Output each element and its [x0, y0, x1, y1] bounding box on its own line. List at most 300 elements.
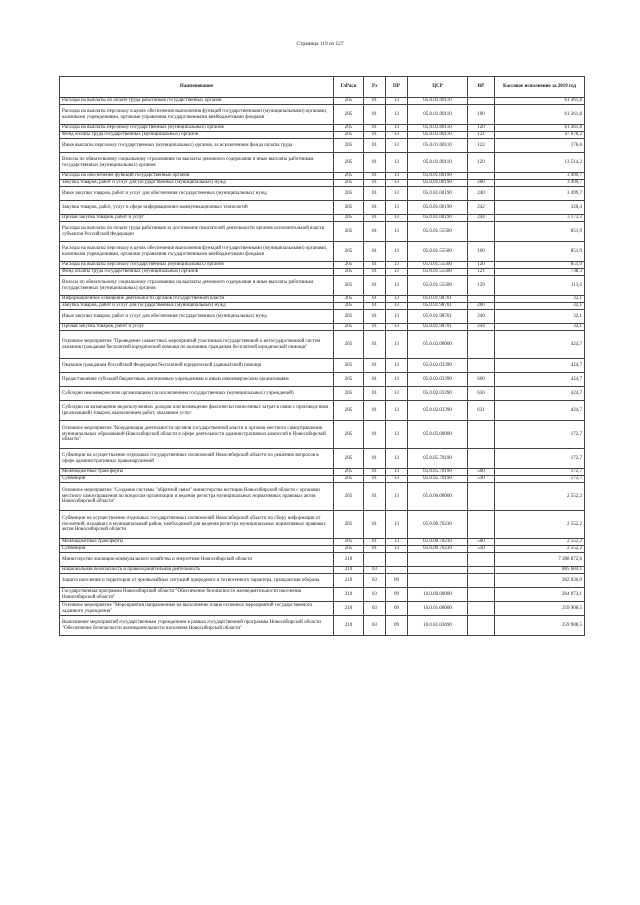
table-row — [60, 511, 585, 539]
cell-vr — [468, 511, 495, 539]
cell-name: Основное мероприятие "Мероприятия направленные на выполнение плана основных мероприятий государственного заданного учреждения" — [60, 602, 334, 616]
cell-amount: 3 499,7 — [495, 180, 585, 187]
cell-amount: 851,9 — [495, 222, 585, 242]
cell-vr: 631 — [468, 401, 495, 421]
table-row — [60, 222, 585, 242]
cell-amount: 47 670,2 — [495, 132, 585, 139]
cell-pr: 13 — [386, 139, 408, 153]
col-header-vr: ВР — [468, 77, 495, 98]
cell-csr: 05.0.01.55500 — [408, 242, 468, 262]
table-row — [60, 173, 585, 180]
cell-amount: 13 514,2 — [495, 153, 585, 173]
cell-grp: 205 — [334, 310, 364, 324]
cell-vr: 240 — [468, 310, 495, 324]
cell-rz: 01 — [364, 173, 386, 180]
table-row — [60, 616, 585, 636]
cell-name: Расходы на выплаты персоналу государственных (муниципальных) органов — [60, 125, 334, 132]
table-row — [60, 421, 585, 449]
cell-grp: 210 — [334, 588, 364, 602]
table-row — [60, 125, 585, 132]
cell-amount: 32,1 — [495, 303, 585, 310]
cell-name: Субвенции — [60, 476, 334, 483]
cell-name: Субсидии некоммерческим организациям (за исключением государственных (муниципальных) учреждений) — [60, 387, 334, 401]
cell-rz: 01 — [364, 201, 386, 215]
cell-csr: 05.0.06.70230 — [408, 539, 468, 546]
table-row — [60, 201, 585, 215]
cell-pr: 13 — [386, 132, 408, 139]
page-number-header: Страница 119 из 127 — [296, 41, 344, 47]
cell-csr: 05.0.01.55500 — [408, 222, 468, 242]
cell-name: Выполнение мероприятий государственным учреждением в рамках государственной программы Новосибирской области "Обеспечение безопасности жизнедеятельности населения Новосибирской области" — [60, 616, 334, 636]
cell-amount: 172,7 — [495, 421, 585, 449]
cell-vr: 200 — [468, 303, 495, 310]
cell-vr: 500 — [468, 469, 495, 476]
table-row — [60, 303, 585, 310]
cell-pr: 13 — [386, 483, 408, 511]
cell-name: Расходы на выплаты персоналу в целях обеспечения выполнения функций государственными (муниципальными) органами, казенными учреждениями, органами управления государственными внебюджетными фондами — [60, 242, 334, 262]
cell-vr: 122 — [468, 139, 495, 153]
cell-grp: 210 — [334, 553, 364, 567]
cell-name: Государственная программа Новосибирской области "Обеспечение безопасности жизнедеятельности населения Новосибирской области" — [60, 588, 334, 602]
cell-grp: 205 — [334, 139, 364, 153]
col-header-name: Наименование — [60, 77, 334, 98]
cell-grp: 205 — [334, 546, 364, 553]
cell-grp: 205 — [334, 242, 364, 262]
cell-amount: 259 908,5 — [495, 616, 585, 636]
cell-name: Министерство жилищно-коммунального хозяйства и энергетики Новосибирской области — [60, 553, 334, 567]
cell-amount: 326,4 — [495, 201, 585, 215]
cell-rz: 01 — [364, 331, 386, 359]
cell-amount: 172,7 — [495, 469, 585, 476]
cell-amount: 2 552,2 — [495, 483, 585, 511]
cell-amount: 424,7 — [495, 359, 585, 373]
cell-pr: 13 — [386, 262, 408, 269]
cell-vr — [468, 553, 495, 567]
cell-grp: 205 — [334, 173, 364, 180]
cell-csr: 05.0.06.70230 — [408, 546, 468, 553]
cell-rz: 03 — [364, 588, 386, 602]
cell-grp: 210 — [334, 574, 364, 588]
cell-grp: 205 — [334, 180, 364, 187]
cell-amount: 259 908,5 — [495, 602, 585, 616]
cell-rz: 01 — [364, 483, 386, 511]
cell-pr: 13 — [386, 201, 408, 215]
cell-rz: 03 — [364, 602, 386, 616]
cell-grp: 205 — [334, 187, 364, 201]
table-header-row — [60, 77, 585, 98]
cell-pr: 13 — [386, 469, 408, 476]
table-row — [60, 401, 585, 421]
cell-pr: 13 — [386, 173, 408, 180]
cell-grp: 205 — [334, 125, 364, 132]
cell-rz: 01 — [364, 125, 386, 132]
cell-vr: 129 — [468, 276, 495, 296]
cell-amount: 2 552,2 — [495, 546, 585, 553]
cell-csr: 05.0.05.70190 — [408, 469, 468, 476]
cell-pr: 09 — [386, 588, 408, 602]
cell-vr — [468, 567, 495, 574]
cell-amount: 176,6 — [495, 139, 585, 153]
cell-pr: 13 — [386, 421, 408, 449]
cell-name: Расходы на обеспечение функций государственных органов — [60, 173, 334, 180]
cell-name: Субвенции — [60, 546, 334, 553]
cell-rz: 01 — [364, 269, 386, 276]
cell-vr: 600 — [468, 373, 495, 387]
cell-vr: 244 — [468, 215, 495, 222]
cell-vr: 200 — [468, 180, 495, 187]
cell-pr: 13 — [386, 449, 408, 469]
col-header-csr: ЦСР — [408, 77, 468, 98]
cell-vr — [468, 588, 495, 602]
cell-csr: 05.0.06.00000 — [408, 483, 468, 511]
table-row — [60, 276, 585, 296]
cell-csr: 05.0.02.03390 — [408, 387, 468, 401]
table-row — [60, 553, 585, 567]
cell-csr: 05.0.01.98701 — [408, 303, 468, 310]
cell-rz: 01 — [364, 105, 386, 125]
cell-vr: 100 — [468, 105, 495, 125]
cell-amount: 424,7 — [495, 401, 585, 421]
cell-grp: 205 — [334, 276, 364, 296]
cell-csr: 05.0.01.98701 — [408, 310, 468, 324]
cell-grp: 205 — [334, 132, 364, 139]
cell-rz: 01 — [364, 387, 386, 401]
cell-csr: 05.0.05.70190 — [408, 476, 468, 483]
table-row — [60, 539, 585, 546]
table-row — [60, 180, 585, 187]
cell-name: Взносы по обязательному социальному страхованию на выплаты денежного содержания и иные выплаты работникам государственных (муниципальных) органов — [60, 276, 334, 296]
cell-rz: 01 — [364, 373, 386, 387]
cell-csr — [408, 574, 468, 588]
cell-amount: 424,7 — [495, 387, 585, 401]
cell-csr: 05.0.01.00190 — [408, 201, 468, 215]
cell-grp: 205 — [334, 296, 364, 303]
cell-rz: 01 — [364, 242, 386, 262]
cell-vr: 530 — [468, 546, 495, 553]
cell-pr: 13 — [386, 476, 408, 483]
cell-grp: 210 — [334, 616, 364, 636]
col-header-rz: Рз — [364, 77, 386, 98]
cell-amount: 7 388 872,6 — [495, 553, 585, 567]
cell-pr: 13 — [386, 324, 408, 331]
cell-vr — [468, 222, 495, 242]
cell-vr — [468, 449, 495, 469]
cell-vr: 121 — [468, 132, 495, 139]
cell-grp: 205 — [334, 469, 364, 476]
cell-name: Фонд оплаты труда государственных (муниципальных) органов — [60, 269, 334, 276]
cell-name: Субсидии на возмещение недополученных доходов или возмещение фактически понесенных затрат в связи с производством (реализацией) товаров, выполнением работ, оказанием услуг — [60, 401, 334, 421]
cell-amount: 61 361,8 — [495, 125, 585, 132]
table-row — [60, 310, 585, 324]
cell-csr: 05.0.01.00110 — [408, 153, 468, 173]
cell-rz: 01 — [364, 187, 386, 201]
cell-pr: 13 — [386, 276, 408, 296]
cell-name: Прочая закупка товаров, работ и услуг — [60, 215, 334, 222]
table-row — [60, 574, 585, 588]
cell-vr — [468, 616, 495, 636]
cell-csr: 05.0.01.55500 — [408, 262, 468, 269]
cell-pr: 13 — [386, 296, 408, 303]
cell-name: Прочая закупка товаров, работ и услуг — [60, 324, 334, 331]
cell-csr: 05.0.01.00110 — [408, 98, 468, 105]
col-header-amount: Кассовое исполнение за 2019 год — [495, 77, 585, 98]
cell-rz: 01 — [364, 469, 386, 476]
cell-pr: 09 — [386, 602, 408, 616]
cell-amount: 302 936,0 — [495, 574, 585, 588]
table-row — [60, 373, 585, 387]
cell-rz: 01 — [364, 401, 386, 421]
cell-amount: 851,9 — [495, 242, 585, 262]
cell-rz: 01 — [364, 546, 386, 553]
cell-amount: 424,7 — [495, 373, 585, 387]
cell-grp: 210 — [334, 567, 364, 574]
table-row — [60, 269, 585, 276]
col-header-grp: ГлРасп — [334, 77, 364, 98]
cell-pr: 13 — [386, 269, 408, 276]
cell-rz: 01 — [364, 539, 386, 546]
cell-grp: 205 — [334, 215, 364, 222]
cell-rz: 03 — [364, 616, 386, 636]
cell-name: Основное мероприятие "Координация деятельности органов государственной власти и органов местного самоуправления муниципальных образований Новосибирской области в сфере деятельности административных комиссий в Новосибирской области" — [60, 421, 334, 449]
table-row — [60, 483, 585, 511]
cell-rz: 01 — [364, 153, 386, 173]
cell-rz: 03 — [364, 567, 386, 574]
cell-grp: 210 — [334, 602, 364, 616]
cell-rz: 01 — [364, 421, 386, 449]
cell-rz: 01 — [364, 359, 386, 373]
table-row — [60, 153, 585, 173]
table-row — [60, 602, 585, 616]
cell-vr: 100 — [468, 242, 495, 262]
cell-vr — [468, 98, 495, 105]
cell-rz: 01 — [364, 310, 386, 324]
cell-name: Расходы на выплаты персоналу в целях обеспечения выполнения функций государственными (муниципальными) органами, казенными учреждениями, органами управления государственными внебюджетными фондами — [60, 105, 334, 125]
cell-pr — [386, 553, 408, 567]
cell-vr: 240 — [468, 187, 495, 201]
cell-pr: 13 — [386, 546, 408, 553]
cell-csr: 05.0.02.00000 — [408, 331, 468, 359]
cell-pr: 09 — [386, 616, 408, 636]
cell-csr: 05.0.05.00000 — [408, 421, 468, 449]
cell-name: Национальная безопасность и правоохранительная деятельность — [60, 567, 334, 574]
cell-pr: 13 — [386, 511, 408, 539]
cell-grp: 205 — [334, 476, 364, 483]
cell-vr: 121 — [468, 269, 495, 276]
table-row — [60, 476, 585, 483]
cell-name: Иные закупки товаров, работ и услуг для обеспечения государственных (муниципальных) нужд — [60, 310, 334, 324]
table-row — [60, 359, 585, 373]
cell-pr: 13 — [386, 222, 408, 242]
cell-amount: 3 173,3 — [495, 215, 585, 222]
cell-csr: 05.0.02.03390 — [408, 373, 468, 387]
table-row — [60, 262, 585, 269]
cell-csr: 05.0.01.00190 — [408, 215, 468, 222]
table-row — [60, 132, 585, 139]
cell-vr — [468, 296, 495, 303]
table-row — [60, 296, 585, 303]
table-row — [60, 331, 585, 359]
budget-execution-table — [59, 76, 585, 636]
cell-name: Расходы на выплаты по оплате труда работников за достижение показателей деятельности органов исполнительной власти субъектов Российской Федерации — [60, 222, 334, 242]
cell-rz: 01 — [364, 98, 386, 105]
table-row — [60, 588, 585, 602]
cell-grp: 205 — [334, 511, 364, 539]
cell-csr: 10.0.01.03690 — [408, 616, 468, 636]
cell-pr: 13 — [386, 359, 408, 373]
cell-grp: 205 — [334, 359, 364, 373]
cell-amount: 61 361,8 — [495, 98, 585, 105]
cell-grp: 205 — [334, 373, 364, 387]
cell-pr: 13 — [386, 303, 408, 310]
cell-vr — [468, 483, 495, 511]
cell-grp: 205 — [334, 449, 364, 469]
cell-amount: 61 361,8 — [495, 105, 585, 125]
cell-vr — [468, 173, 495, 180]
cell-csr: 10.0.00.00000 — [408, 588, 468, 602]
cell-csr: 05.0.01.00110 — [408, 139, 468, 153]
cell-name: Субвенции на осуществление отдельных государственных полномочий Новосибирской области по решению вопросов в сфере административных правонарушений — [60, 449, 334, 469]
cell-pr: 09 — [386, 574, 408, 588]
table-row — [60, 105, 585, 125]
table-row — [60, 242, 585, 262]
cell-grp: 205 — [334, 331, 364, 359]
cell-csr: 05.0.01.98701 — [408, 324, 468, 331]
cell-name: Основное мероприятие "Создание системы "обратной связи" министерства юстиции Новосибирской области с органами местного самоуправления по вопросам организации и ведения регистра муниципальных нормативных правовых актов Новосибирской области" — [60, 483, 334, 511]
cell-vr: 120 — [468, 262, 495, 269]
table-row — [60, 324, 585, 331]
cell-csr: 05.0.01.00190 — [408, 187, 468, 201]
cell-name: Иные закупки товаров, работ и услуг для обеспечения государственных (муниципальных) нужд — [60, 187, 334, 201]
cell-amount: 32,1 — [495, 310, 585, 324]
cell-amount: 32,1 — [495, 324, 585, 331]
cell-vr — [468, 421, 495, 449]
cell-pr: 13 — [386, 105, 408, 125]
cell-pr: 13 — [386, 401, 408, 421]
cell-rz: 01 — [364, 215, 386, 222]
cell-grp: 205 — [334, 539, 364, 546]
cell-pr: 13 — [386, 373, 408, 387]
cell-pr: 13 — [386, 180, 408, 187]
cell-grp: 205 — [334, 105, 364, 125]
cell-amount: 424,7 — [495, 331, 585, 359]
cell-csr: 05.0.01.00190 — [408, 180, 468, 187]
cell-amount: 738,3 — [495, 269, 585, 276]
cell-csr: 05.0.05.70190 — [408, 449, 468, 469]
cell-name: Предоставление субсидий бюджетным, автономным учреждениям и иным некоммерческим организациям — [60, 373, 334, 387]
cell-grp: 205 — [334, 324, 364, 331]
cell-csr: 05.0.01.00110 — [408, 125, 468, 132]
cell-amount: 264 073,1 — [495, 588, 585, 602]
cell-csr — [408, 553, 468, 567]
cell-name: Оказание гражданам Российской Федерации бесплатной юридической (адвокатской) помощи — [60, 359, 334, 373]
cell-csr: 05.0.02.03390 — [408, 359, 468, 373]
cell-name: Закупка товаров, работ и услуг для государственных (муниципальных) нужд — [60, 180, 334, 187]
cell-name: Основное мероприятие "Проведение совместных мероприятий участников государственной и негосударственной систем оказания гражданам бесплатной юридической помощи по оказанию гражданам бесплатной юридической помощи" — [60, 331, 334, 359]
cell-pr: 13 — [386, 539, 408, 546]
table-row — [60, 567, 585, 574]
cell-name: Расходы на выплаты по оплате труда работников государственных органов — [60, 98, 334, 105]
cell-amount: 172,7 — [495, 476, 585, 483]
cell-pr: 13 — [386, 153, 408, 173]
table-row — [60, 469, 585, 476]
cell-pr: 13 — [386, 98, 408, 105]
cell-vr: 530 — [468, 476, 495, 483]
table-row — [60, 449, 585, 469]
cell-vr: 244 — [468, 324, 495, 331]
table-row — [60, 98, 585, 105]
cell-grp: 205 — [334, 303, 364, 310]
cell-amount: 3 499,7 — [495, 173, 585, 180]
cell-vr — [468, 574, 495, 588]
cell-csr: 05.0.01.55500 — [408, 269, 468, 276]
cell-amount: 3 499,7 — [495, 187, 585, 201]
cell-amount: 113,6 — [495, 276, 585, 296]
cell-csr: 05.0.06.70230 — [408, 511, 468, 539]
cell-name: Закупка товаров, работ и услуг для государственных (муниципальных) нужд — [60, 303, 334, 310]
cell-pr: 13 — [386, 215, 408, 222]
cell-grp: 205 — [334, 421, 364, 449]
cell-vr: 120 — [468, 125, 495, 132]
cell-pr: 13 — [386, 310, 408, 324]
cell-pr: 13 — [386, 187, 408, 201]
table-row — [60, 387, 585, 401]
cell-name: Закупка товаров, работ, услуг в сфере информационно-коммуникационных технологий — [60, 201, 334, 215]
cell-grp: 205 — [334, 483, 364, 511]
cell-vr: 630 — [468, 387, 495, 401]
cell-grp: 205 — [334, 262, 364, 269]
cell-name: Межбюджетные трансферты — [60, 469, 334, 476]
cell-rz: 01 — [364, 139, 386, 153]
cell-grp: 205 — [334, 387, 364, 401]
cell-csr: 10.0.01.00000 — [408, 602, 468, 616]
cell-csr: 05.0.01.55500 — [408, 276, 468, 296]
cell-pr: 13 — [386, 125, 408, 132]
cell-vr — [468, 602, 495, 616]
cell-rz — [364, 553, 386, 567]
cell-name: Взносы по обязательному социальному страхованию на выплаты денежного содержания и иные выплаты работникам государственных (муниципальных) органов — [60, 153, 334, 173]
cell-amount: 172,7 — [495, 449, 585, 469]
cell-vr: 242 — [468, 201, 495, 215]
cell-rz: 01 — [364, 222, 386, 242]
cell-amount: 885 604,1 — [495, 567, 585, 574]
cell-csr: 05.0.01.98701 — [408, 296, 468, 303]
cell-name: Межбюджетные трансферты — [60, 539, 334, 546]
cell-vr: 500 — [468, 539, 495, 546]
cell-name: Информационное освещение деятельности органов государственной власти — [60, 296, 334, 303]
cell-rz: 01 — [364, 303, 386, 310]
cell-name: Фонд оплаты труда государственных (муниципальных) органов — [60, 132, 334, 139]
cell-rz: 01 — [364, 180, 386, 187]
cell-csr: 05.0.02.03390 — [408, 401, 468, 421]
cell-csr: 05.0.01.00190 — [408, 173, 468, 180]
table-body — [60, 98, 585, 636]
cell-name: Защита населения и территории от чрезвычайных ситуаций природного и техногенного характера, гражданская оборона — [60, 574, 334, 588]
cell-rz: 01 — [364, 511, 386, 539]
cell-grp: 205 — [334, 401, 364, 421]
table-row — [60, 215, 585, 222]
cell-rz: 01 — [364, 296, 386, 303]
cell-csr: 05.0.01.00110 — [408, 105, 468, 125]
cell-pr: 13 — [386, 242, 408, 262]
cell-pr: 13 — [386, 387, 408, 401]
cell-rz: 01 — [364, 262, 386, 269]
cell-amount: 851,9 — [495, 262, 585, 269]
cell-grp: 205 — [334, 269, 364, 276]
table-row — [60, 546, 585, 553]
cell-name: Субвенции на осуществление отдельных государственных полномочий Новосибирской области по сбору информации от поселений, входящих в муниципальный район, необходимой для ведения регистра муниципальных нормативных правовых актов Новосибирской области — [60, 511, 334, 539]
cell-name: Иные выплаты персоналу государственных (муниципальных) органов, за исключением фонда оплаты труда — [60, 139, 334, 153]
cell-csr — [408, 567, 468, 574]
